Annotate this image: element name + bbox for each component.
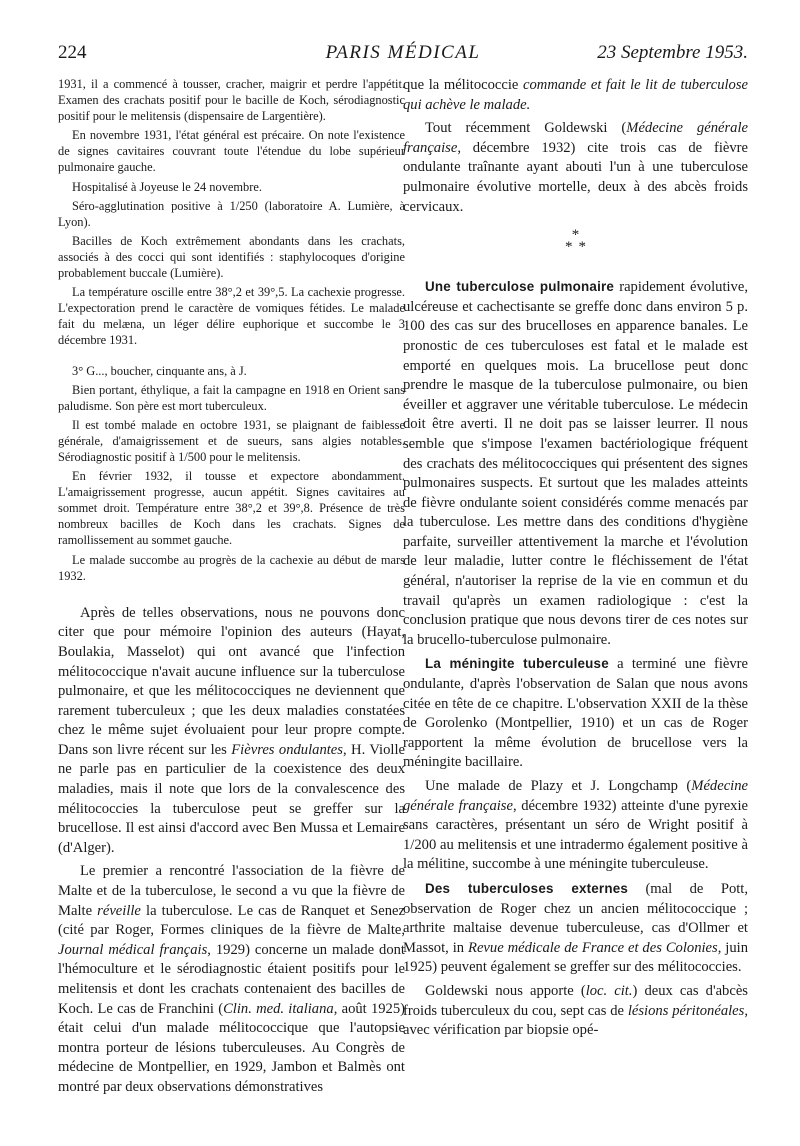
body-paragraph: que la mélitococcie commande et fait le lit de tuberculose qui achève le malade. [403,77,748,113]
right-text-top [403,76,748,217]
obs-paragraph: La température oscille entre 38°,2 et 39°,5. La cachexie progresse. L'expectoration prend le caractère de vomiques fétides. Le malade fait du melæna, un léger délire euphorique et succombe le 3 décembre 1931. [58,285,405,348]
body-paragraph: Le premier a rencontré l'association de la fièvre de Malte et de la tuberculose, le second a vu que la fièvre de Malte réveille la tuberculose. Le cas de Ranquet et Senez (cité par Roger, Formes cliniques de la fièvre de Malte, Journal médical français, 1929) concerne un malade dont l'hémoculture et le sérodiagnostic étaient positifs pour le melitensis et dont les crachats contenaient des bacilles de Koch. Le cas de Franchini (Clin. med. italiana, août 1925) était celui d'un malade mélitococcique que l'autopsie montra porteur de lésions tuberculeuses. Au Congrès de médecine de Montpellier, en 1929, Jambon et Balmès ont montré par deux observations démonstratives [58,863,406,1095]
right-text-bottom [403,277,748,1041]
obs-paragraph: Il est tombé malade en octobre 1931, se plaignant de faiblesse générale, d'amaigrissement et de sueurs, sans algies notables. Sérodiagnostic positif à 1/500 pour le melitensis. [58,417,405,464]
body-paragraph: Une malade de Plazy et J. Longchamp (Médecine générale française, décembre 1932) atteinte d'une pyrexie sans caractères, présentant un séro de Wright positif à 1/200 au melitensis et une intradermo également positive à la mélitine, succombe à une méningite tuberculeuse. [403,778,749,873]
page-number: 224 [58,42,87,63]
obs-paragraph: En février 1932, il tousse et expectore abondamment. L'amaigrissement progresse, aucun appétit. Signes cavitaires au sommet droit. Température entre 38°,2 et 39°,8. Présence de très nombreux bacilles de Koch dans les crachats. Signes de ramollissement au sommet gauche. [58,469,405,548]
obs-paragraph: En novembre 1931, l'état général est précaire. On note l'existence de signes cavitaires couvrant toute l'étendue du lobe supérieur pulmonaire gauche. [58,128,405,175]
right-column [403,76,748,1041]
body-paragraph: La méningite tuberculeuse a terminé une fièvre ondulante, d'après l'observation de Salan que nous avons citée en tête de ce chapitre. L'observation XXII de la thèse de Gorolenko (Montpellier, 1910) et un cas de Roger rapportent la même évolution de brucellose vers la méningite bacillaire. [403,656,748,771]
body-paragraph: Une tuberculose pulmonaire rapidement évolutive, ulcéreuse et cachectisante se greffe donc dans environ 5 p. 100 des cas sur des brucelloses en apparence banales. Le pronostic de ces tuberculoses est fatal et le malade est emporté en quelques mois. La brucellose peut donc prendre le masque de la tuberculose pulmonaire, ou bien éveiller et aggraver une véritable tuberculose. Le médecin doit être averti. Il ne doit pas se laisser leurrer. Il nous semble que s'impose l'examen bactériologique fréquent des crachats des mélitococciques qui présentent des signes pulmonaires suspects. Et surtout que les malades atteints de fièvre ondulante soient considérés comme menacés par la tuberculose. Les mettre dans des conditions d'hygiène parfaite, surveiller attentivement la marche et l'évolution de leur maladie, lutter contre le fléchissement de l'état général, n'autoriser la reprise de la vie en commun et du travail qu'après un examen radiologique : c'est la conclusion pratique que nous devons tirer de ces notes sur la brucello-tuberculose pulmonaire. [403,279,748,648]
obs-paragraph: Le malade succombe au progrès de la cachexie au début de mars 1932. [58,552,405,583]
body-paragraph: Tout récemment Goldewski (Médecine générale française, décembre 1932) cite trois cas de fièvre ondulante traînante ayant abouti l'un à une tuberculose pulmonaire évolutive mortelle, deux à des abcès froids cervicaux. [403,120,748,215]
discussion-text [58,604,405,1098]
page-header [58,40,748,70]
body-paragraph: Après de telles observations, nous ne pouvons donc citer que pour mémoire l'opinion des auteurs (Hayat, Boulakia, Masselot) qui ont avancé que l'infection mélitococcique n'avait aucune influence sur la tuberculose pulmonaire, et que les mélitococciques ne deviennent que rarement tuberculeux ; que les deux maladies constatées chez le même sujet évoluaient pour leur propre compte. Dans son livre récent sur les Fièvres ondulantes, H. Violle ne parle pas en particulier de la coexistence des deux maladies, mais il note que lors de la convalescence des mélitococcies la tuberculose peut se greffer sur la brucellose. Il est ainsi d'accord avec Ben Mussa et Lemaire (d'Alger). [58,604,405,856]
issue-date: 23 Septembre 1953. [597,42,748,63]
journal-title: PARIS MÉDICAL [325,42,481,63]
observation-2-continuation [58,76,405,584]
body-paragraph: Goldewski nous apporte (loc. cit.) deux cas d'abcès froids tuberculeux du cou, sept cas de lésions péritonéales, avec vérification par biopsie opé- [403,982,748,1039]
obs-paragraph: Bacilles de Koch extrêmement abondants dans les crachats, associés à des cocci qui sont identifiés : staphylocoques d'origine probablement buccale (Lumière). [58,233,405,281]
body-paragraph: Des tuberculoses externes (mal de Pott, observation de Roger chez un ancien mélitococcique ; arthrite maltaise devenue tuberculeuse, cas d'Ollmer et Massot, in Revue médicale de France et des Colonies, juin 1925) peuvent également se greffer sur des mélitococcies. [403,880,749,976]
section-separator-asterism: * ** [565,227,592,256]
left-column [58,76,405,1098]
obs-case-title: 3° G..., boucher, cinquante ans, à J. [72,363,247,378]
obs-paragraph: 1931, il a commencé à tousser, cracher, maigrir et perdre l'appétit. Examen des crachats positif pour le bacille de Koch, sérodiagnostic positif pour le melitensis (dispensaire de Largentière). [58,77,405,124]
obs-paragraph: Bien portant, éthylique, a fait la campagne en 1918 en Orient sans paludisme. Son père est mort tuberculeux. [58,382,405,413]
obs-paragraph: Séro-agglutination positive à 1/250 (laboratoire A. Lumière, à Lyon). [58,198,405,229]
obs-paragraph: Hospitalisé à Joyeuse le 24 novembre. [72,179,262,194]
